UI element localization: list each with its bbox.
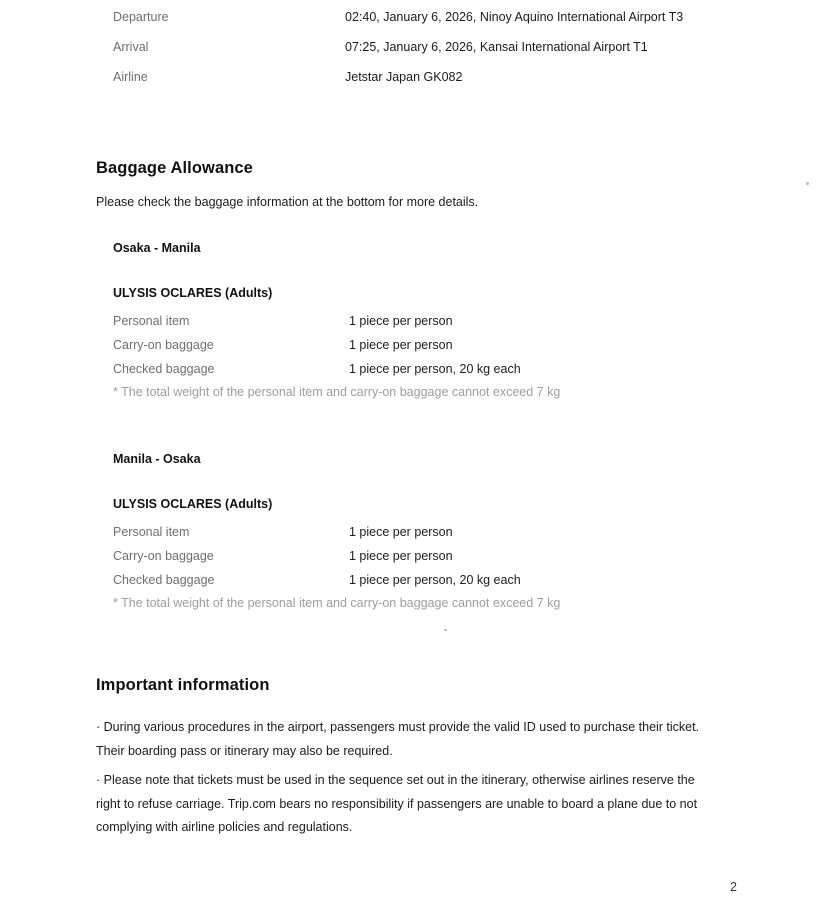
checked-baggage-value: 1 piece per person, 20 kg each (349, 573, 521, 587)
route-heading: Manila - Osaka (113, 452, 201, 466)
scan-artifact (806, 182, 809, 185)
flight-info-row-airline (113, 66, 733, 89)
baggage-allowance-heading: Baggage Allowance (96, 159, 253, 177)
flight-info-row-departure (113, 6, 733, 29)
passenger-heading: ULYSIS OCLARES (Adults) (113, 286, 273, 300)
baggage-allowance-subtitle: Please check the baggage information at the bottom for more details. (96, 195, 479, 209)
arrival-label: Arrival (113, 40, 149, 54)
important-bullet-id: · During various procedures in the airport, passengers must provide the valid ID used to purchase their ticket. Their boarding pass or itinerary may also be required. (96, 720, 700, 758)
important-information-heading: Important information (96, 676, 270, 694)
passenger-heading: ULYSIS OCLARES (Adults) (113, 497, 273, 511)
personal-item-label: Personal item (113, 314, 190, 328)
carry-on-label: Carry-on baggage (113, 338, 214, 352)
baggage-row-carry-on (113, 544, 713, 568)
baggage-rows (113, 309, 713, 381)
baggage-section-osaka-manila (113, 240, 713, 400)
baggage-weight-note: * The total weight of the personal item and carry-on baggage cannot exceed 7 kg (113, 385, 561, 399)
baggage-rows (113, 520, 713, 592)
flight-info-section (113, 6, 733, 96)
arrival-value: 07:25, January 6, 2026, Kansai International Airport T1 (345, 40, 648, 54)
scan-artifact (444, 629, 447, 631)
important-bullet-sequence: · Please note that tickets must be used in the sequence set out in the itinerary, otherwise airlines reserve the right to refuse carriage. Trip.com bears no responsibility if passengers are unable to board a plane due to not complying with airline policies and regulations. (96, 773, 698, 834)
personal-item-label: Personal item (113, 525, 190, 539)
carry-on-label: Carry-on baggage (113, 549, 214, 563)
checked-baggage-value: 1 piece per person, 20 kg each (349, 362, 521, 376)
personal-item-value: 1 piece per person (349, 525, 453, 539)
baggage-row-personal-item (113, 520, 713, 544)
baggage-row-checked (113, 357, 713, 381)
baggage-row-carry-on (113, 333, 713, 357)
carry-on-value: 1 piece per person (349, 549, 453, 563)
baggage-row-personal-item (113, 309, 713, 333)
route-heading: Osaka - Manila (113, 241, 201, 255)
baggage-weight-note: * The total weight of the personal item and carry-on baggage cannot exceed 7 kg (113, 596, 561, 610)
checked-baggage-label: Checked baggage (113, 362, 215, 376)
flight-info-row-arrival (113, 36, 733, 59)
checked-baggage-label: Checked baggage (113, 573, 215, 587)
departure-label: Departure (113, 10, 169, 24)
page-number: 2 (730, 880, 737, 894)
airline-value: Jetstar Japan GK082 (345, 70, 463, 84)
carry-on-value: 1 piece per person (349, 338, 453, 352)
baggage-section-manila-osaka (113, 451, 713, 611)
airline-label: Airline (113, 70, 148, 84)
personal-item-value: 1 piece per person (349, 314, 453, 328)
departure-value: 02:40, January 6, 2026, Ninoy Aquino International Airport T3 (345, 10, 684, 24)
baggage-row-checked (113, 568, 713, 592)
